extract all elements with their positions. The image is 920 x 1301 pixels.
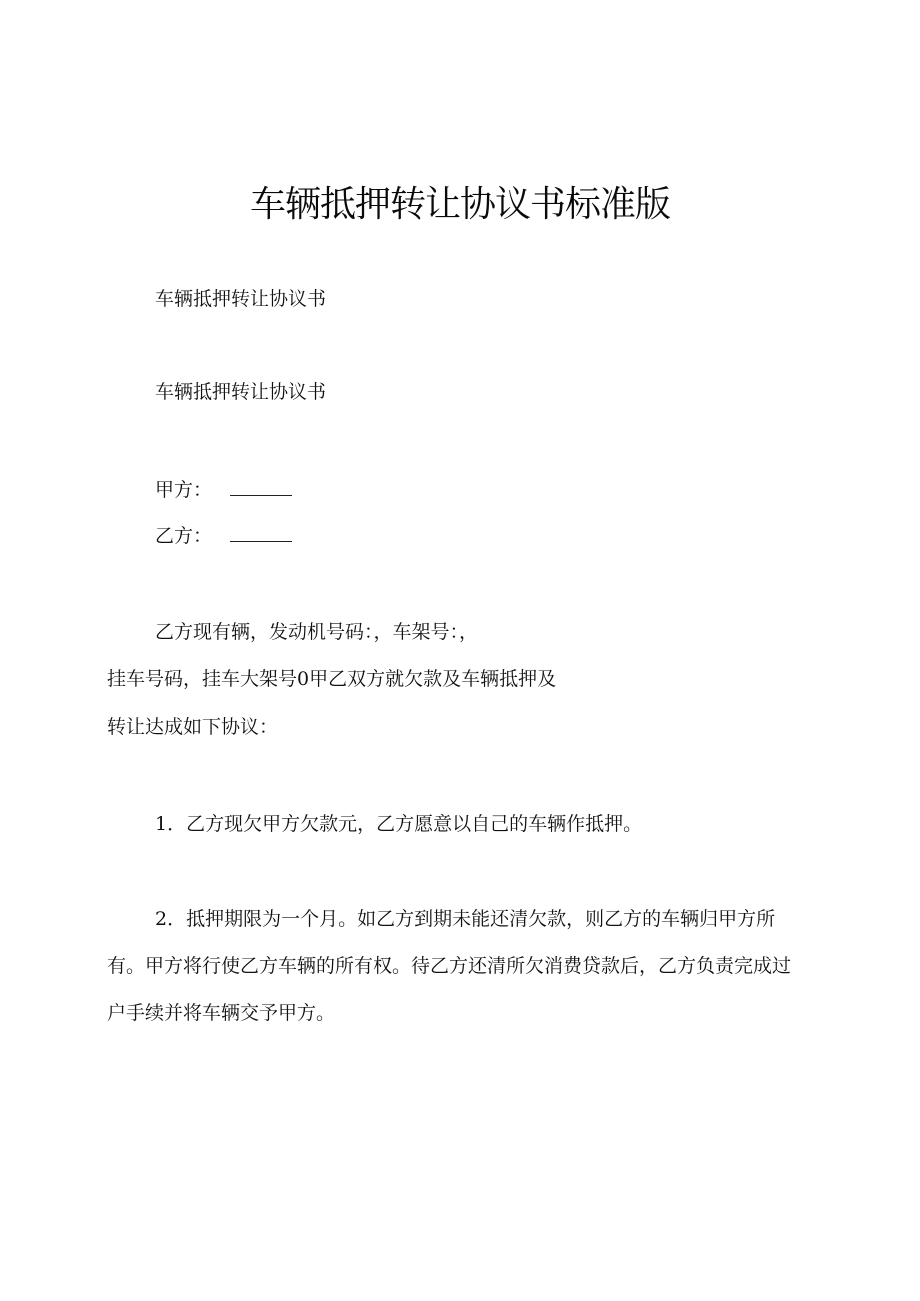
clause-1: 1．乙方现欠甲方欠款元，乙方愿意以自己的车辆作抵押。 [155, 813, 643, 835]
document-title: 车辆抵押转让协议书标准版 [249, 184, 670, 225]
subtitle-line-2: 车辆抵押转让协议书 [155, 381, 327, 403]
clause-2-line-3: 户手续并将车辆交予甲方。 [107, 1002, 336, 1024]
party-b-blank [230, 529, 292, 542]
clause-2-line-2: 有。甲方将行使乙方车辆的所有权。待乙方还清所欠消费贷款后，乙方负责完成过 [107, 955, 792, 977]
subtitle-line-1: 车辆抵押转让协议书 [155, 288, 327, 310]
party-b-row [155, 523, 292, 549]
party-b-label: 乙方： [155, 525, 213, 547]
intro-line-2: 挂车号码，挂车大架号0甲乙双方就欠款及车辆抵押及 [107, 668, 557, 690]
intro-line-3: 转让达成如下协议： [107, 716, 279, 738]
clause-2-line-1: 2．抵押期限为一个月。如乙方到期未能还清欠款，则乙方的车辆归甲方所 [155, 908, 776, 930]
party-a-label: 甲方： [155, 479, 213, 501]
party-a-row [155, 477, 292, 503]
party-a-blank [230, 483, 292, 496]
intro-line-1: 乙方现有辆，发动机号码：，车架号：， [155, 621, 479, 643]
